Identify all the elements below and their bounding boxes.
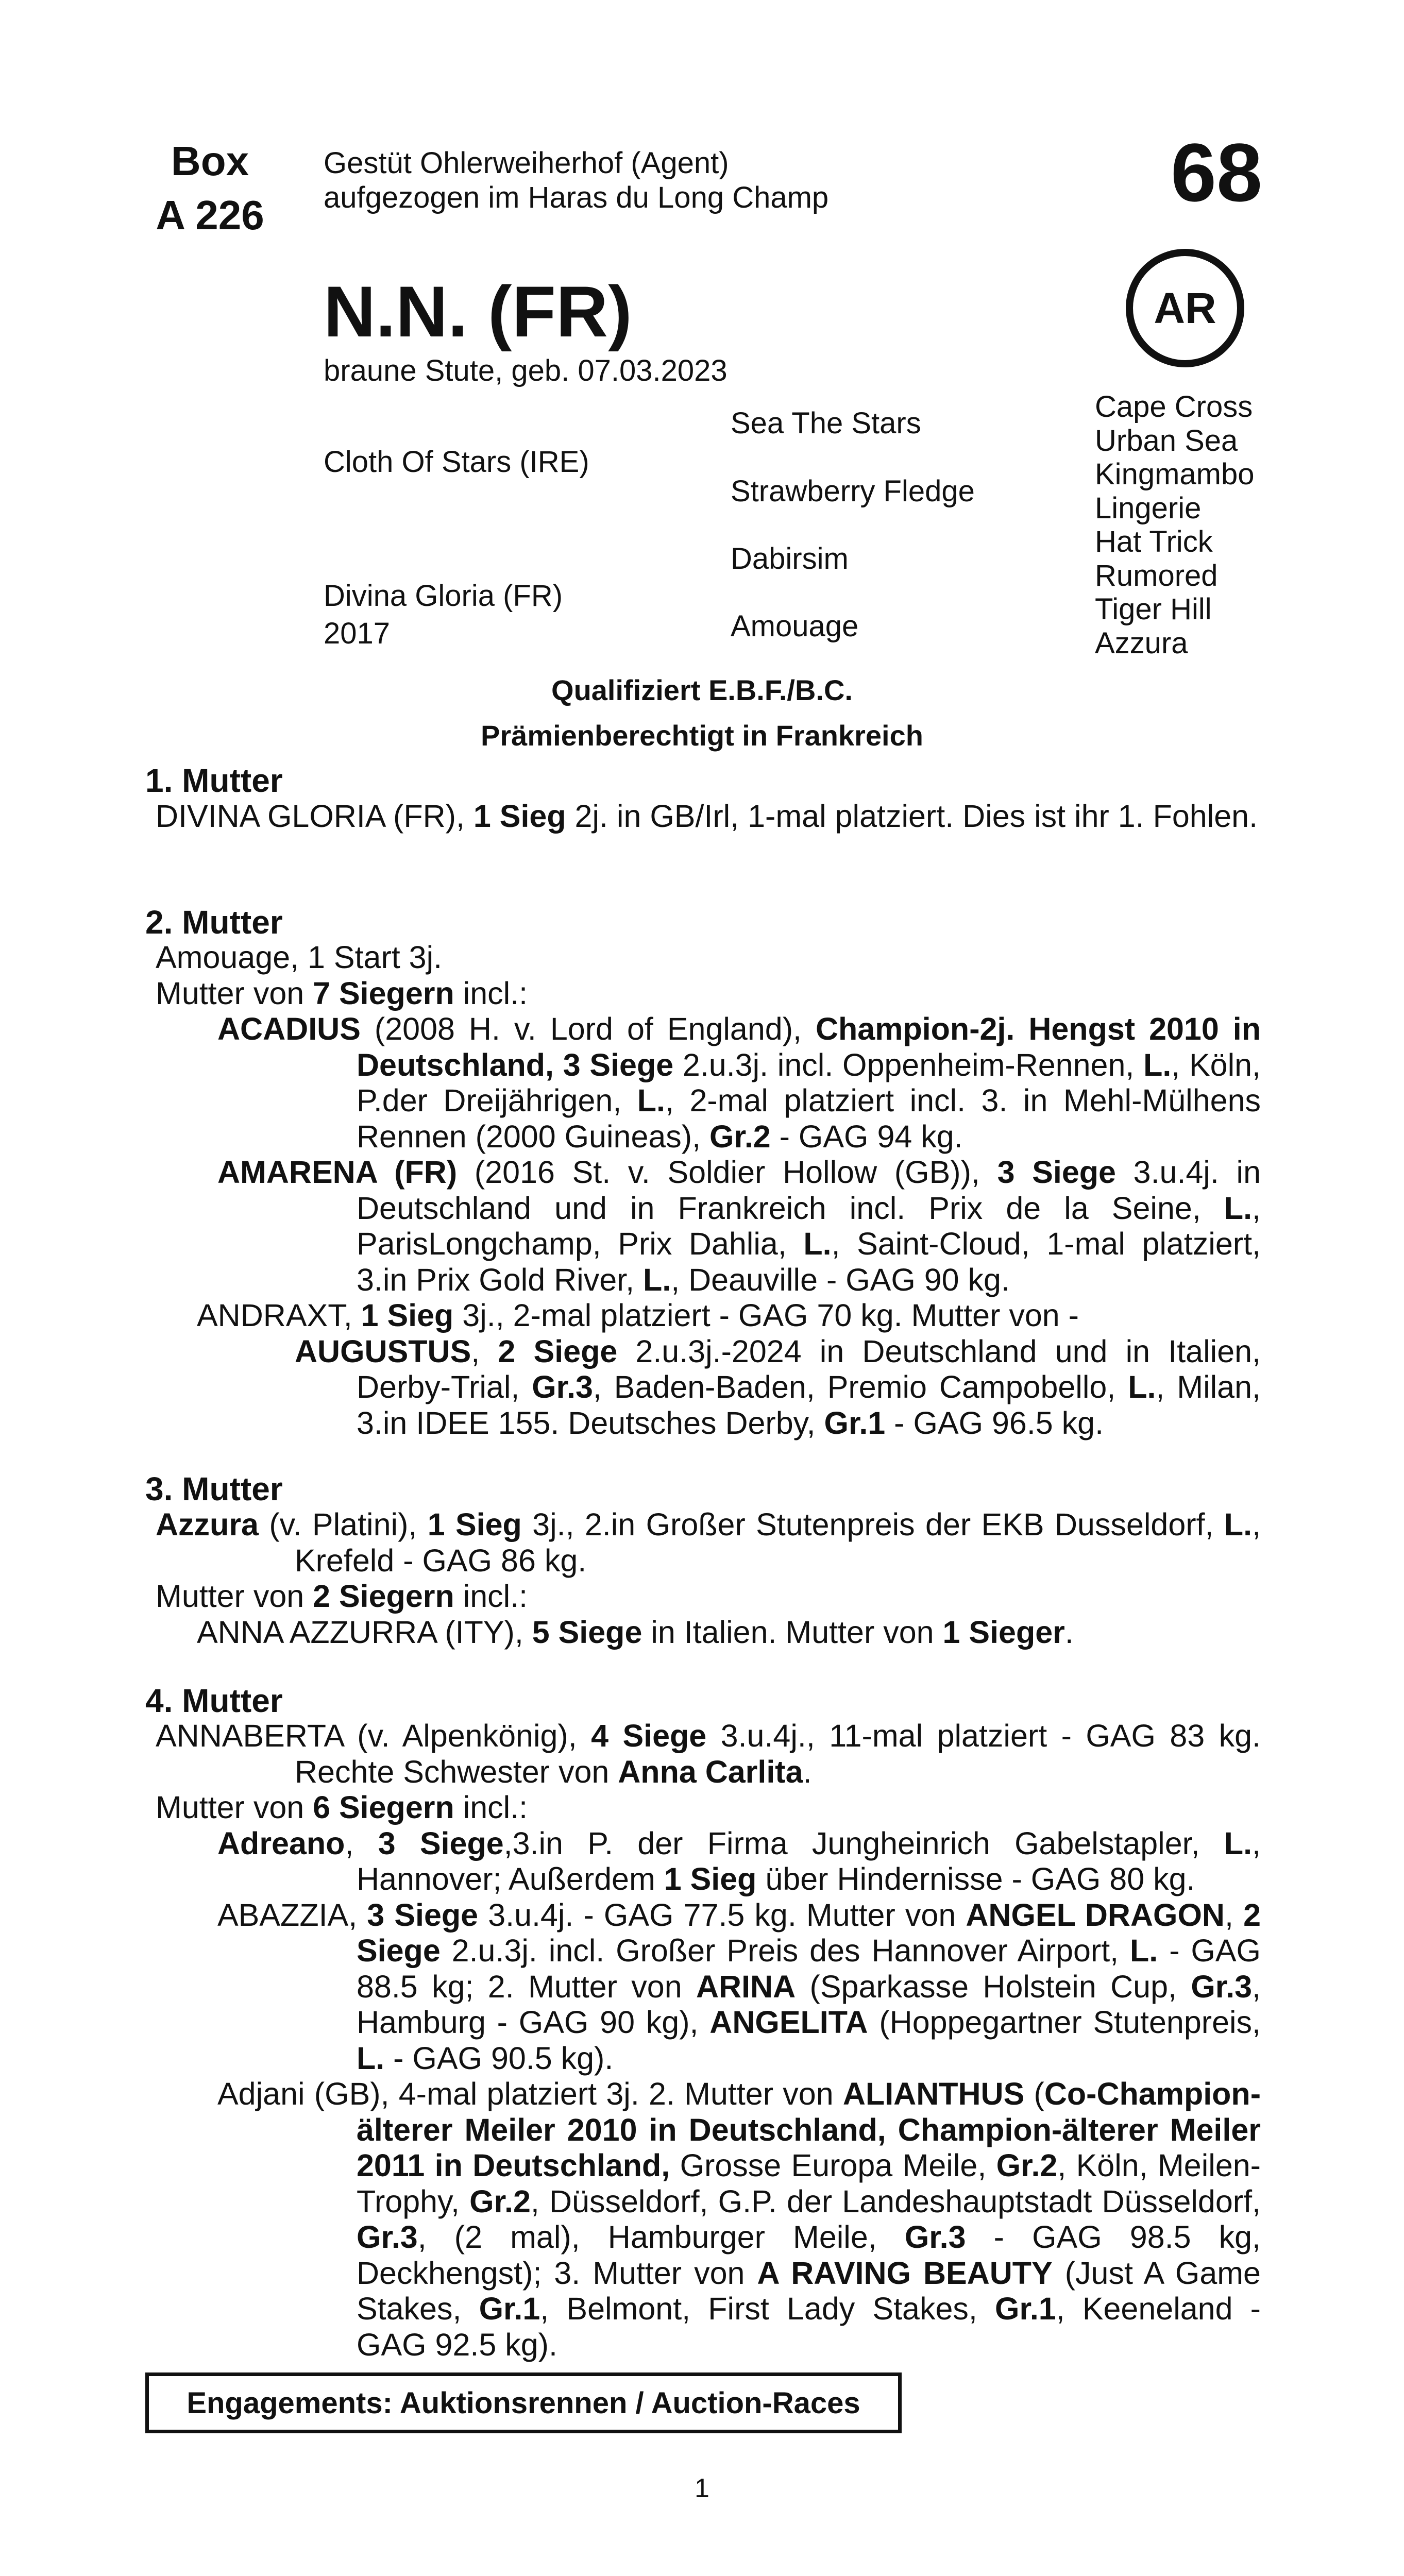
bold-text: Co-Champion-älterer Meiler 2010 in Deutschland, Champion-älterer Meiler 2011 in Deutschland,: [357, 2076, 1261, 2183]
text-run: Mutter von: [156, 1790, 313, 1825]
bold-text: ACADIUS: [217, 1011, 361, 1046]
text-run: (Sparkasse Holstein Cup,: [796, 1969, 1191, 2004]
page-number: 1: [695, 2473, 709, 2503]
bold-text: 7 Siegern: [313, 975, 454, 1011]
pedigree-paragraph: [145, 940, 1261, 976]
bold-text: Gr.1: [824, 1405, 886, 1440]
bold-text: L.: [1128, 1369, 1156, 1404]
bold-text: Gr.3: [532, 1369, 593, 1404]
text-run: - GAG 94 kg.: [770, 1118, 963, 1154]
bold-text: A RAVING BEAUTY: [757, 2255, 1053, 2291]
text-run: (v. Platini),: [258, 1507, 428, 1542]
grandparent: Strawberry Fledge: [731, 474, 975, 508]
text-run: - GAG 98.5 kg, Deckhengst); 3. Mutter von: [357, 2219, 1261, 2291]
bold-text: 5 Siege: [532, 1614, 642, 1650]
text-run: , ParisLongchamp, Prix Dahlia,: [357, 1190, 1261, 1261]
text-run: , Milan, 3.in IDEE 155. Deutsches Derby,: [357, 1369, 1261, 1440]
bold-text: Gr.3: [357, 2219, 418, 2255]
text-run: Adjani (GB), 4-mal platziert 3j. 2. Mutter von: [217, 2076, 843, 2111]
bold-text: 2 Siegern: [313, 1579, 454, 1614]
text-run: 2j. in GB/Irl, 1-mal platziert. Dies ist ihr 1. Fohlen.: [566, 799, 1258, 834]
section-title: 4. Mutter: [145, 1682, 283, 1719]
text-run: 3.u.4j. in Deutschland und in Frankreich incl. Prix de la Seine,: [357, 1155, 1261, 1226]
text-run: 2.u.3j.-2024 in Deutschland und in Italien, Derby-Trial,: [357, 1333, 1261, 1404]
box-label: Box: [171, 138, 249, 184]
text-run: ANNABERTA (v. Alpenkönig),: [156, 1718, 591, 1753]
text-run: 3j., 2-mal platziert - GAG 70 kg. Mutter von -: [453, 1298, 1079, 1333]
bold-text: Adreano: [217, 1825, 345, 1861]
text-run: Grosse Europa Meile,: [670, 2148, 996, 2183]
section-body: [145, 799, 1261, 835]
lot-number: 68: [1171, 126, 1262, 218]
text-run: , Düsseldorf, G.P. der Landeshauptstadt Düsseldorf,: [530, 2183, 1261, 2219]
dam: Divina Gloria (FR): [324, 579, 563, 613]
bold-text: Gr.3: [904, 2219, 966, 2255]
text-run: - GAG 88.5 kg; 2. Mutter von: [357, 1933, 1261, 2004]
text-run: , Deauville - GAG 90 kg.: [671, 1262, 1010, 1297]
text-run: ,: [471, 1333, 498, 1369]
text-run: .: [1064, 1614, 1074, 1650]
text-run: incl.:: [454, 1790, 528, 1825]
text-run: Amouage, 1 Start 3j.: [156, 940, 443, 975]
text-run: , (2 mal), Hamburger Meile,: [417, 2219, 905, 2255]
text-run: 3j., 2.in Großer Stutenpreis der EKB Dusseldorf,: [521, 1507, 1224, 1542]
pedigree-paragraph: [145, 1334, 1261, 1442]
great-grandparent: Kingmambo: [1095, 457, 1255, 491]
text-run: in Italien. Mutter von: [642, 1614, 943, 1650]
bold-text: Gr.2: [469, 2183, 531, 2219]
text-run: , Köln, P.der Dreijährigen,: [357, 1047, 1261, 1118]
bold-text: L.: [1143, 1047, 1172, 1082]
engagements-box: Engagements: Auktionsrennen / Auction-Races: [145, 2372, 902, 2433]
pedigree-paragraph: [145, 1826, 1261, 1897]
box-number: A 226: [156, 192, 264, 238]
bold-text: 1 Sieg: [427, 1507, 522, 1542]
text-run: (Hoppegartner Stutenpreis,: [868, 2005, 1261, 2040]
bold-text: L.: [1130, 1933, 1158, 1968]
pedigree-paragraph: [145, 1897, 1261, 2077]
pedigree-paragraph: [145, 1579, 1261, 1615]
horse-name: N.N. (FR): [324, 271, 632, 352]
bold-text: L.: [637, 1083, 665, 1118]
great-grandparent: Rumored: [1095, 559, 1218, 592]
qualification: Prämienberechtigt in Frankreich: [481, 719, 923, 752]
agent: Gestüt Ohlerweiherhof (Agent): [324, 146, 729, 180]
text-run: , Krefeld - GAG 86 kg.: [295, 1507, 1261, 1578]
text-run: 3.u.4j., 11-mal platziert - GAG 83 kg. Rechte Schwester von: [295, 1718, 1261, 1789]
bold-text: 2 Siege: [357, 1897, 1261, 1968]
bold-text: L.: [642, 1262, 671, 1297]
ar-badge: AR: [1126, 249, 1244, 367]
bold-text: 3 Siege: [378, 1825, 504, 1861]
text-run: ,: [345, 1825, 378, 1861]
section-body: [145, 1507, 1261, 1650]
bold-text: Anna Carlita: [618, 1754, 803, 1789]
text-run: ,3.in P. der Firma Jungheinrich Gabelstapler,: [503, 1825, 1224, 1861]
bold-text: ARINA: [696, 1969, 796, 2004]
text-run: (: [1024, 2076, 1044, 2111]
text-run: 2.u.3j. incl. Oppenheim-Rennen,: [673, 1047, 1144, 1082]
bold-text: 2 Siege: [498, 1333, 618, 1369]
bold-text: L.: [357, 2040, 385, 2076]
bold-text: ANGEL DRAGON: [966, 1897, 1225, 1933]
section-body: [145, 1718, 1261, 2363]
great-grandparent: Azzura: [1095, 626, 1188, 660]
text-run: (2008 H. v. Lord of England),: [360, 1011, 816, 1046]
bold-text: AMARENA (FR): [217, 1155, 458, 1190]
text-run: über Hindernisse - GAG 80 kg.: [756, 1861, 1195, 1896]
bold-text: L.: [1224, 1825, 1253, 1861]
text-run: , Hamburg - GAG 90 kg),: [357, 1969, 1261, 2040]
bold-text: 6 Siegern: [313, 1790, 454, 1825]
pedigree-paragraph: [145, 1790, 1261, 1826]
bold-text: 1 Sieger: [942, 1614, 1065, 1650]
text-run: Mutter von: [156, 1579, 313, 1614]
text-run: , Saint-Cloud, 1-mal platziert, 3.in Prix Gold River,: [357, 1226, 1261, 1297]
bold-text: AUGUSTUS: [295, 1333, 471, 1369]
section-title: 3. Mutter: [145, 1470, 283, 1507]
text-run: , 2-mal platziert incl. 3. in Mehl-Mülhens Rennen (2000 Guineas),: [357, 1083, 1261, 1154]
bold-text: L.: [803, 1226, 832, 1261]
bold-text: L.: [1224, 1190, 1253, 1226]
text-run: , Baden-Baden, Premio Campobello,: [593, 1369, 1128, 1404]
text-run: ABAZZIA,: [217, 1897, 367, 1933]
text-run: , Keeneland - GAG 92.5 kg).: [357, 2291, 1261, 2362]
text-run: - GAG 90.5 kg).: [384, 2040, 614, 2076]
bold-text: Gr.1: [479, 2291, 540, 2326]
bold-text: 4 Siege: [591, 1718, 707, 1753]
text-run: (2016 St. v. Soldier Hollow (GB)),: [457, 1155, 997, 1190]
bold-text: Gr.2: [996, 2148, 1058, 2183]
text-run: incl.:: [454, 975, 528, 1011]
great-grandparent: Hat Trick: [1095, 525, 1213, 558]
bold-text: Gr.1: [995, 2291, 1056, 2326]
bold-text: Gr.3: [1191, 1969, 1253, 2004]
section-title: 1. Mutter: [145, 762, 283, 799]
sire: Cloth Of Stars (IRE): [324, 445, 589, 479]
bold-text: ANGELITA: [709, 2005, 868, 2040]
great-grandparent: Tiger Hill: [1095, 592, 1212, 626]
pedigree-paragraph: [145, 1718, 1261, 1790]
bold-text: Azzura: [156, 1507, 259, 1542]
pedigree-paragraph: [145, 1507, 1261, 1579]
pedigree-paragraph: [145, 1298, 1261, 1334]
text-run: - GAG 96.5 kg.: [885, 1405, 1104, 1440]
text-run: , Köln, Meilen-Trophy,: [357, 2148, 1261, 2219]
great-grandparent: Cape Cross: [1095, 390, 1253, 423]
raised-by: aufgezogen im Haras du Long Champ: [324, 181, 829, 214]
text-run: ANDRAXT,: [197, 1298, 361, 1333]
dam-year: 2017: [324, 617, 391, 650]
text-run: Mutter von: [156, 975, 313, 1011]
bold-text: 3 Siege: [997, 1155, 1116, 1190]
pedigree-paragraph: [145, 799, 1261, 835]
qualification: Qualifiziert E.B.F./B.C.: [551, 674, 853, 706]
great-grandparent: Urban Sea: [1095, 424, 1238, 457]
text-run: incl.:: [454, 1579, 528, 1614]
text-run: (Just A Game Stakes,: [357, 2255, 1261, 2326]
bold-text: 1 Sieg: [664, 1861, 757, 1896]
bold-text: 3 Siege: [367, 1897, 479, 1933]
grandparent: Sea The Stars: [731, 406, 921, 440]
bold-text: Champion-2j. Hengst 2010 in Deutschland, 3 Siege: [357, 1011, 1261, 1082]
section-title: 2. Mutter: [145, 904, 283, 941]
bold-text: 1 Sieg: [361, 1298, 454, 1333]
pedigree-paragraph: [145, 1615, 1261, 1651]
bold-text: Gr.2: [709, 1118, 771, 1154]
text-run: 2.u.3j. incl. Großer Preis des Hannover Airport,: [440, 1933, 1130, 1968]
pedigree-paragraph: [145, 2076, 1261, 2363]
bold-text: L.: [1224, 1507, 1253, 1542]
horse-description: braune Stute, geb. 07.03.2023: [324, 354, 728, 387]
text-run: ANNA AZZURRA (ITY),: [197, 1614, 532, 1650]
text-run: DIVINA GLORIA (FR),: [156, 799, 473, 834]
pedigree-paragraph: [145, 1011, 1261, 1155]
text-run: ,: [1225, 1897, 1244, 1933]
grandparent: Dabirsim: [731, 542, 849, 575]
grandparent: Amouage: [731, 609, 859, 643]
text-run: .: [803, 1754, 812, 1789]
pedigree-paragraph: [145, 976, 1261, 1012]
text-run: 3.u.4j. - GAG 77.5 kg. Mutter von: [478, 1897, 966, 1933]
pedigree-paragraph: [145, 1155, 1261, 1298]
text-run: , Hannover; Außerdem: [357, 1825, 1261, 1896]
great-grandparent: Lingerie: [1095, 492, 1202, 525]
bold-text: 1 Sieg: [473, 799, 566, 834]
text-run: , Belmont, First Lady Stakes,: [540, 2291, 995, 2326]
bold-text: ALIANTHUS: [842, 2076, 1025, 2111]
section-body: [145, 940, 1261, 1441]
